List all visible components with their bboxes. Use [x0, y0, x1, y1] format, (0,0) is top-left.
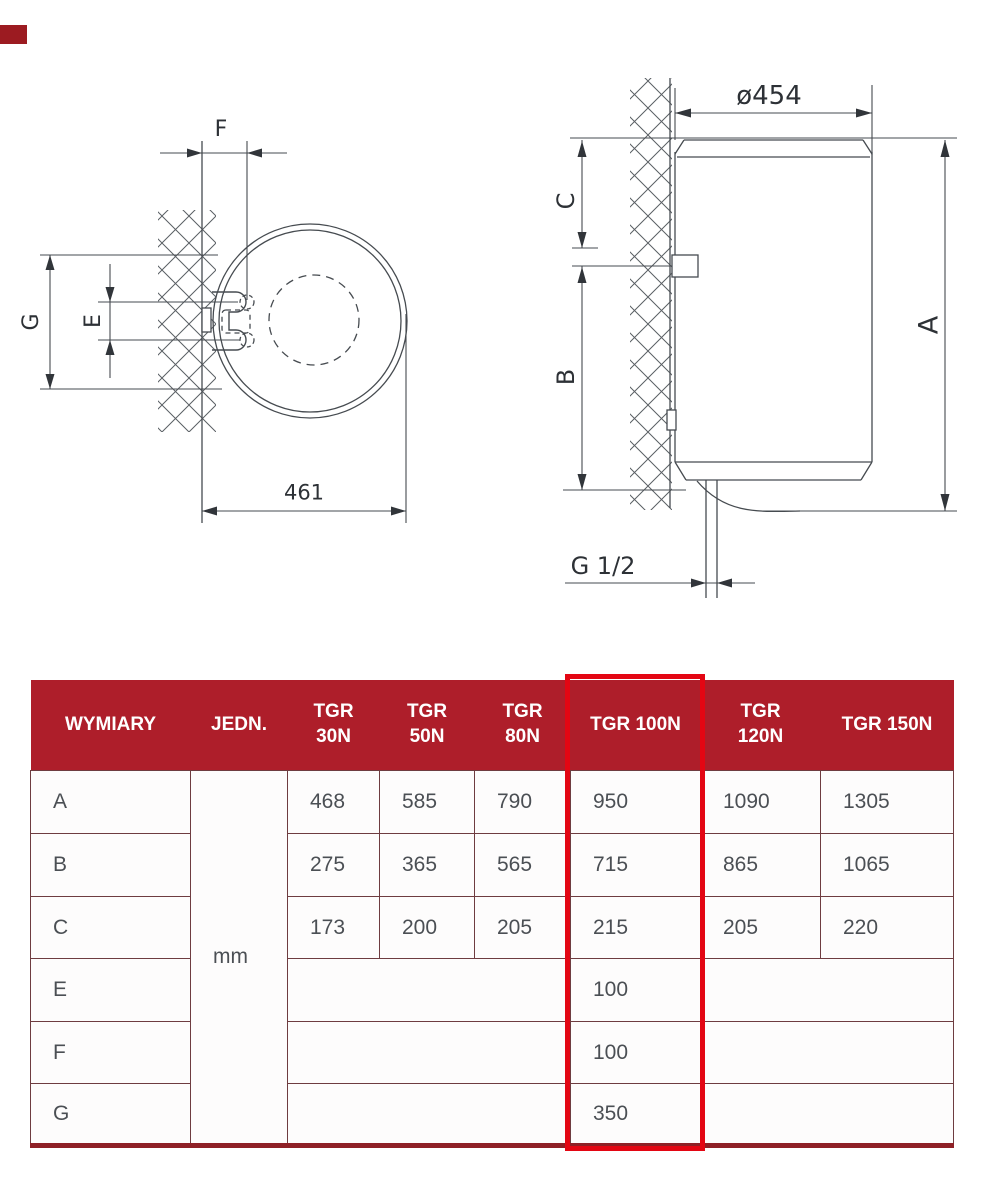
dim-cell: E — [31, 959, 191, 1022]
boiler-circle — [213, 224, 407, 418]
table-row — [31, 1022, 954, 1084]
dim-cell: F — [31, 1022, 191, 1084]
value-cell: 1065 — [821, 834, 954, 897]
value-cell-highlighted: 350 — [571, 1084, 701, 1146]
label-c: C — [552, 192, 580, 210]
label-a: A — [913, 315, 945, 335]
merged-empty-cell — [288, 1022, 571, 1084]
top-view-drawing — [40, 141, 407, 523]
value-cell: 275 — [288, 834, 380, 897]
value-cell: 205 — [701, 897, 821, 959]
dim-cell: A — [31, 771, 191, 834]
value-cell: 173 — [288, 897, 380, 959]
label-g: G — [19, 313, 44, 331]
wall-hatch-right — [630, 78, 672, 510]
side-view-drawing — [563, 78, 957, 598]
value-cell: 205 — [475, 897, 571, 959]
col-header-tgr150n: TGR 150N — [821, 680, 954, 771]
value-cell: 865 — [701, 834, 821, 897]
table-row — [31, 897, 954, 959]
value-cell: 790 — [475, 771, 571, 834]
col-header-tgr80n: TGR 80N — [475, 680, 571, 771]
merged-empty-cell — [701, 959, 954, 1022]
col-header-tgr50n: TGR 50N — [380, 680, 475, 771]
value-cell-highlighted: 715 — [571, 834, 701, 897]
table-row — [31, 834, 954, 897]
dim-cell: C — [31, 897, 191, 959]
label-g12: G 1/2 — [570, 552, 636, 580]
col-header-tgr120n: TGR 120N — [701, 680, 821, 771]
header-row — [31, 680, 954, 771]
tank-outline — [570, 138, 957, 511]
label-diameter: ø454 — [736, 81, 802, 111]
value-cell-highlighted: 100 — [571, 1022, 701, 1084]
label-461: 461 — [283, 480, 325, 505]
dim-cell: G — [31, 1084, 191, 1146]
value-cell: 1090 — [701, 771, 821, 834]
value-cell: 365 — [380, 834, 475, 897]
value-cell: 565 — [475, 834, 571, 897]
col-header-jedn: JEDN. — [191, 680, 288, 771]
value-cell-highlighted: 215 — [571, 897, 701, 959]
merged-empty-cell — [288, 1084, 571, 1146]
value-cell: 585 — [380, 771, 475, 834]
value-cell: 200 — [380, 897, 475, 959]
value-cell-highlighted: 100 — [571, 959, 701, 1022]
value-cell-highlighted: 950 — [571, 771, 701, 834]
table-row — [31, 959, 954, 1022]
value-cell: 1305 — [821, 771, 954, 834]
merged-empty-cell — [701, 1084, 954, 1146]
dim-cell: B — [31, 834, 191, 897]
unit-cell: mm — [191, 771, 288, 1146]
value-cell: 220 — [821, 897, 954, 959]
dimensions-table-wrapper — [30, 680, 953, 1148]
value-cell: 468 — [288, 771, 380, 834]
label-b: B — [552, 368, 580, 386]
dimensions-table — [30, 680, 954, 1148]
table-row — [31, 1084, 954, 1146]
col-header-tgr30n: TGR 30N — [288, 680, 380, 771]
col-header-tgr100n: TGR 100N — [571, 680, 701, 771]
table-row — [31, 771, 954, 834]
label-e: E — [81, 314, 106, 328]
merged-empty-cell — [288, 959, 571, 1022]
label-f: F — [214, 117, 228, 142]
merged-empty-cell — [701, 1022, 954, 1084]
col-header-wymiary: WYMIARY — [31, 680, 191, 771]
